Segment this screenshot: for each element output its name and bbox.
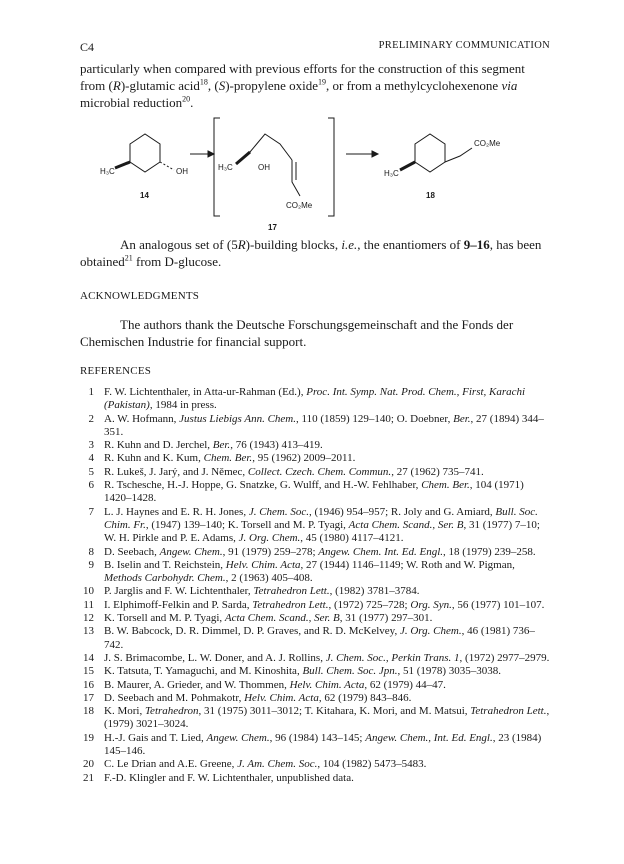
reference-text: C. Le Drian and A.E. Greene, J. Am. Chem. Soc., 104 (1982) 5473–5483. [104,758,427,771]
reference-number: 14 [83,651,94,664]
reference-number: 11 [83,598,94,611]
reference-number: 21 [83,771,94,784]
compound-17-h3c: H₃C [218,163,233,172]
reference-item [80,732,550,759]
reference-item [80,559,550,586]
reference-text: K. Tatsuta, T. Yamaguchi, and M. Kinoshita, Bull. Chem. Soc. Jpn., 51 (1978) 3035–3038. [104,665,502,678]
paragraph-intro-line3: microbial reduction$^{20}$. [80,94,194,110]
reference-item [80,665,550,678]
reference-text: I. Elphimoff-Felkin and P. Sarda, Tetrahedron Lett., (1972) 725–728; Org. Syn., 56 (1977) 101–107. [104,598,545,611]
acknowledgments-heading: ACKNOWLEDGMENTS [80,290,200,302]
paragraph-intro-line1: particularly when compared with previous efforts for the construction of this segment [80,61,525,76]
reference-number: 8 [88,545,94,558]
reference-text: F.-D. Klingler and F. W. Lichtenthaler, unpublished data. [104,771,354,784]
reaction-arrow-2 [346,151,378,157]
compound-14-label: 14 [140,191,149,200]
reference-text: R. Tschesche, H.-J. Hoppe, G. Snatzke, G. Wulff, and H.-W. Fehlhaber, Chem. Ber., 104 (1971) 1420–1428. [104,479,524,505]
reference-number: 16 [83,678,94,691]
reference-text: F. W. Lichtenthaler, in Atta-ur-Rahman (Ed.), Proc. Int. Symp. Nat. Prod. Chem., First, Karachi (Pakistan), 1984 in press. [104,386,526,412]
reference-text: K. Torsell and M. P. Tyagi, Acta Chem. Scand., Ser. B, 31 (1977) 297–301. [104,612,433,625]
reference-number: 3 [88,439,94,452]
compound-17-oh: OH [258,163,270,172]
reference-item [80,599,550,612]
reference-number: 19 [83,731,94,744]
reference-number: 4 [88,452,94,465]
reference-number: 5 [88,465,94,478]
compound-14-oh: OH [176,167,188,176]
compound-14-structure [115,134,174,172]
reference-item [80,705,550,732]
reference-number: 6 [88,479,94,492]
paragraph-analogous: An analogous set of (5R)-building blocks, i.e., the enantiomers of 9–16, has been obtained$^{21}$ from D-glucose. [80,237,542,269]
reference-text: B. Maurer, A. Grieder, and W. Thommen, Helv. Chim. Acta, 62 (1979) 44–47. [104,678,446,691]
reference-item [80,479,550,506]
reference-item [80,612,550,625]
reference-item [80,506,550,546]
reference-item [80,692,550,705]
reference-text: R. Kuhn and K. Kum, Chem. Ber., 95 (1962) 2009–2011. [104,452,356,465]
compound-17-co2me: CO₂Me [286,201,313,210]
reference-number: 20 [83,758,94,771]
page-label: C4 [80,40,95,54]
running-title: PRELIMINARY COMMUNICATION [378,40,550,51]
reference-number: 12 [83,612,94,625]
reference-number: 10 [83,585,94,598]
reaction-scheme [100,104,560,234]
reference-number: 9 [88,558,94,571]
reference-text: A. W. Hofmann, Justus Liebigs Ann. Chem., 110 (1859) 129–140; O. Doebner, Ber., 27 (1894) 344–351. [104,412,544,438]
reference-item [80,413,550,440]
reference-text: J. S. Brimacombe, L. W. Doner, and A. J. Rollins, J. Chem. Soc., Perkin Trans. 1, (1972) 2977–2979. [104,651,550,664]
reference-item [80,452,550,465]
reference-item [80,652,550,665]
reference-text: L. J. Haynes and E. R. H. Jones, J. Chem. Soc., (1946) 954–957; R. Joly and G. Amiard, Bull. Soc. Chim. Fr., (1947) 139–140; K. Torsell and M. P. Tyagi, Acta Chem. Scand., Ser. B, 31 (1977) 7–10; W. H. Pirkle and P. E. Adams, J. Org. Chem., 45 (1980) 4117–4121. [104,505,540,545]
reference-text: P. Jarglis and F. W. Lichtenthaler, Tetrahedron Lett., (1982) 3781–3784. [104,585,420,598]
reference-text: B. W. Babcock, D. R. Dimmel, D. P. Graves, and R. D. McKelvey, J. Org. Chem., 46 (1981) 736–742. [104,625,535,651]
reference-text: D. Seebach and M. Pohmakotr, Helv. Chim. Acta, 62 (1979) 843–846. [104,691,412,704]
reference-item [80,386,550,413]
reference-item [80,466,550,479]
reference-number: 13 [83,625,94,638]
reference-item [80,679,550,692]
reference-item [80,625,550,652]
reference-item [80,439,550,452]
reference-number: 17 [83,691,94,704]
reference-item [80,546,550,559]
compound-14-h3c: H₃C [100,167,115,176]
reference-number: 2 [88,412,94,425]
references-heading: REFERENCES [80,365,152,377]
reference-item [80,758,550,771]
reference-number: 15 [83,665,94,678]
reference-text: H.-J. Gais and T. Lied, Angew. Chem., 96 (1984) 143–145; Angew. Chem., Int. Ed. Engl., 23 (1984) 145–146. [104,731,542,758]
reference-number: 7 [88,505,94,518]
reference-item [80,585,550,598]
compound-18-co2me: CO₂Me [474,139,501,148]
reference-text: R. Kuhn and D. Jerchel, Ber., 76 (1943) 413–419. [104,439,323,452]
references-list [80,386,550,785]
reference-text: B. Iselin and T. Reichstein, Helv. Chim. Acta, 27 (1944) 1146–1149; W. Roth and W. Pigman, Methods Carbohydr. Chem., 2 (1963) 405–408. [104,558,515,585]
reference-number: 18 [83,705,94,718]
reference-text: K. Mori, Tetrahedron, 31 (1975) 3011–3012; T. Kitahara, K. Mori, and M. Matsui, Tetrahedron Lett., (1979) 3021–3024. [104,705,550,731]
compound-18-structure [400,134,472,172]
reference-text: D. Seebach, Angew. Chem., 91 (1979) 259–278; Angew. Chem. Int. Ed. Engl., 18 (1979) 239–258. [104,545,536,558]
reference-item [80,772,550,785]
reference-number: 1 [88,386,94,398]
acknowledgments-text: The authors thank the Deutsche Forschungsgemeinschaft and the Fonds der Chemischen Industrie for financial support. [80,317,514,349]
compound-17-label: 17 [268,223,277,232]
reaction-arrow-1 [190,151,214,157]
paragraph-intro-line2: from (R)-glutamic acid$^{18}$, (S)-propylene oxide$^{19}$, or from a methylcyclohexenone via [80,77,518,93]
compound-18-label: 18 [426,191,435,200]
compound-18-h3c: H₃C [384,169,399,178]
reference-text: R. Lukeš, J. Jarý, and J. Němec, Collect. Czech. Chem. Commun., 27 (1962) 735–741. [104,465,484,478]
